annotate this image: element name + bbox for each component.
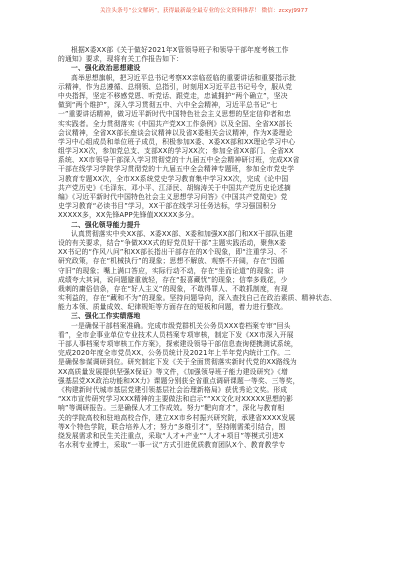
body-text-line: XX高质量发展提供坚强X保证》等文件，《加强领导班子能力建设研究》《增 (58, 367, 288, 376)
body-text-line: 习教育专题XX次，全市XX系统党史学习教育集中学习XX次，完成《论中国 (58, 174, 289, 183)
body-text-line: 栽刺的庸俗信条，存在“好人主义”的现象，不敢得罪人、不敢抓制度，有现 (58, 284, 288, 293)
section-heading: 一、强化政治思想建设 (71, 64, 141, 73)
body-text-line: 的通知》要求，现将有关工作报告如下： (58, 55, 184, 64)
body-text-line: 共产党历史》《毛泽东、邓小平、江泽民、胡锦涛关于中国共产党历史论述摘 (58, 183, 291, 192)
body-text-line: 名水利专业博士，采取“一事一议”方式引进优质教育团队X个、教育教学专 (58, 441, 286, 450)
body-text-line: 《构建新时代城市基层党建引领基层社会治理新格局》获优秀论文奖。形成 (58, 385, 288, 394)
body-text-line: 强基层党XX政治功能和XX力》课题分别获全省重点调研课题一等奖、三等奖， (58, 376, 300, 385)
body-text-line: 一是确保干部档案准确。完成市级党群机关公务员XXX卷档案专审“回头 (71, 321, 291, 330)
body-text-line: 完成2020年度全市党员XX、公务员统计及2021年上半年党内统计工作。二 (58, 349, 291, 358)
body-text-line: 根据X委XX部《关于做好2021年X管领导班子和领导干部年度考核工作 (71, 46, 289, 54)
body-text-line: 看”，全市企事业单位专业技术人员档案专项审核，制定下发《XX市深入开展 (58, 330, 294, 339)
body-text-line: 设的有关要求，结合“争做XXX式的好党员好干部”主题实践活动，聚焦X委 (58, 238, 287, 247)
body-text-line: 响”等调研报告。三是确保人才工作成效。努力“靶向育才”，深化与教育相 (58, 404, 285, 413)
body-text-line: 干部人事档案专项审核工作方案》，探索建设领导干部信息查询便携测试系统， (58, 340, 298, 348)
body-text-line: 能力本领、质量成效、纪律规矩等方面存在的短板和问题，着力进行整改。 (58, 303, 288, 312)
body-text-line: 系统、XX市领导干部深入学习贯彻党的十九届五中全会精神研讨班，完成XX省 (58, 156, 300, 165)
body-text-line: 干部在线学习学院学习贯彻党的十九届五中全会精神专题班，参加全市党史学 (58, 165, 295, 174)
section-heading: 二、强化领导能力提升 (71, 220, 141, 229)
body-text-line: 研究政策，存在“机械执行”的现象；思想不解放、观察不开阔，存在“因循 (58, 257, 285, 266)
body-text-line: 史学习教育“必读书目”学习，XX干部在线学习任务达标，学习强国积分 (58, 202, 277, 211)
body-text-line: “XX市宣传研究学习XXX精神的主要做法和启示”“XX文化对XXXXX思想的影 (58, 395, 294, 404)
body-text-line: 关的学院高校和驻地高校合作，建立XX市乡村振兴研究院，承建省XXXX发展 (58, 413, 296, 422)
promo-banner: 关注头条号“公文解码”，获得最新最全最专业的公文资料推荐！ 微信：zcxyj9977 (99, 8, 308, 14)
body-text-line: 是确保参谋调研到位。研究制定下发《关于全面贯彻落实新时代党的XX路线为 (58, 358, 297, 367)
body-text-line: 认真贯彻落实中央XX部、X委XX部、X委和加强XX部门和XX干部队伍建 (71, 229, 293, 238)
body-text-line: 实利益的，存在“藏和不为”的现象。坚持问题导向，深入查找自己在政治素质、精神状态、 (58, 294, 337, 303)
body-text-line: 等X个特色学院，联合培养人才；努力“多维引才”，坚持刚需柔引结合，围 (58, 422, 286, 431)
body-text-line: 守旧”的现象；嘴上满口答应，实际行动不动，存在“坐而论道”的现象；讲 (58, 266, 285, 275)
body-text-line: 做到“两个维护”，深入学习贯彻五中、六中全会精神，习近平总书记“七 (58, 101, 278, 110)
body-text-line: 学习中心组成员和单位班子成员，积极参加X委、X委XX部和XX理论学习中心 (58, 137, 296, 146)
body-text-line: 会议精神，全省XX部长座谈会议精神以及省X委相关会议精神，作为X委理论 (58, 128, 293, 137)
body-text-line: 中央指挥，坚定不移感党恩、听党话、跟党走，忠诚拥护“两个确立”，坚决 (58, 91, 288, 100)
document-body (58, 46, 350, 450)
body-text-line: 组学习XX次，参加党总支、支部XX的学习XX次；参加全省XX部门、全省XX (58, 147, 294, 156)
section-heading: 三、强化工作实绩落地 (71, 312, 141, 321)
body-text-line: 绕发展需求和民生关注重点，采取“人才+产业”“人才+项目”等模式引进X (58, 431, 284, 440)
body-text-line: 示精神，作为总遵循、总纲领、总指引，时刻用X习近平总书记号令，服从党 (58, 82, 293, 91)
body-text-line: 高举思想旗帜，把习近平总书记考察XX亲临莅临的重要讲话和重要指示批 (71, 73, 296, 82)
body-text-line: 成绩夸大其词，说问题避重就轻，存在“报喜藏忧”的现象；信奉多栽花，少 (58, 275, 288, 284)
body-text-line: 一”重要讲话精神，做习近平新时代中国特色社会主义思想的坚定信仰者和忠 (58, 110, 291, 119)
body-text-line: 实实践者。全力贯彻落实《中国共产党XX工作条例》以及全国、全省XX部长 (58, 119, 293, 128)
body-text-line: XXXXX多，XX先锋APP先锋值XXXXX多分。 (58, 211, 199, 220)
body-text-line: XX书记的“作风八问”和XX部长指出干部存在的X个现象，即“注重学习、不 (58, 248, 288, 257)
body-text-line: 编》《习近平新时代中国特色社会主义思想学习问答》《中国共产党简史》党 (58, 193, 288, 201)
